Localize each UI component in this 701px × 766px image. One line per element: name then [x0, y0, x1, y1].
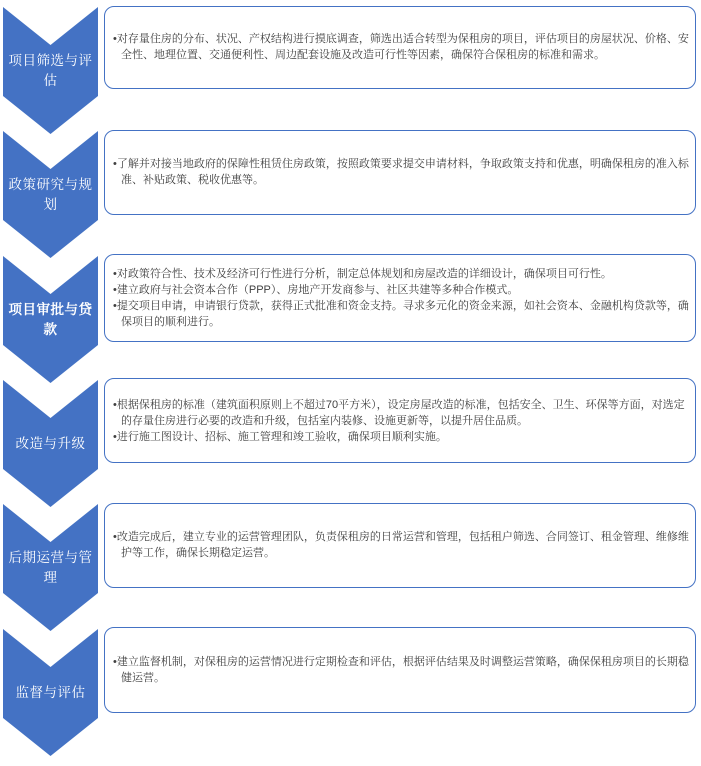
bullet-text: 建立政府与社会资本合作（PPP）、房地产开发商参与、社区共建等多种合作模式。: [116, 283, 519, 296]
stage-detail-box: [104, 503, 696, 588]
chevron-arrow-icon: [3, 504, 98, 631]
bullet-icon: •: [113, 32, 117, 45]
bullet-item: [113, 156, 689, 188]
bullet-item: [113, 397, 689, 429]
chevron-arrow-icon: [3, 629, 98, 756]
bullet-text: 根据保租房的标准（建筑面积原则上不超过70平方米），设定房屋改造的标准，包括安全、卫生、环保等方面，对选定的存量住房进行必要的改造和升级，包括室内装修、设施更新等，以提升居住品质。: [116, 398, 685, 427]
bullet-icon: •: [113, 655, 117, 668]
chevron-arrow-icon: [3, 131, 98, 258]
stage-detail-box: [104, 254, 696, 342]
bullet-text: 对存量住房的分布、状况、产权结构进行摸底调查，筛选出适合转型为保租房的项目，评估项目的房屋状况、价格、安全性、地理位置、交通便利性、周边配套设施及改造可行性等因素，确保符合保租房的标准和需求。: [116, 32, 689, 61]
stage-detail-box: [104, 627, 696, 713]
stage-label: 项目审批与贷款: [8, 301, 93, 337]
bullet-icon: •: [113, 430, 117, 443]
bullet-icon: •: [113, 283, 117, 296]
stage-label: 监督与评估: [15, 684, 86, 700]
bullet-text: 提交项目申请，申请银行贷款，获得正式批准和资金支持。寻求多元化的资金来源，如社会资本、金融机构贷款等，确保项目的顺利进行。: [116, 300, 689, 329]
bullet-item: [113, 654, 689, 686]
bullet-icon: •: [113, 158, 117, 171]
stage-detail-box: [104, 130, 696, 215]
stage-label: 政策研究与规划: [8, 177, 93, 213]
chevron-arrow-icon: [3, 380, 98, 507]
stage-label: 项目筛选与评估: [8, 53, 93, 88]
bullet-text: 改造完成后，建立专业的运营管理团队，负责保租房的日常运营和管理，包括租户筛选、合同签订、租金管理、维修维护等工作，确保长期稳定运营。: [116, 530, 689, 560]
bullet-item: [113, 31, 689, 63]
bullet-item: [113, 529, 689, 561]
stage-label: 改造与升级: [15, 435, 86, 451]
stage-detail-box: [104, 378, 696, 463]
bullet-text: 了解并对接当地政府的保障性租赁住房政策，按照政策要求提交申请材料，争取政策支持和优惠，明确保租房的准入标准、补贴政策、税收优惠等。: [116, 158, 689, 187]
chevron-arrow-icon: [3, 7, 98, 134]
bullet-item: [113, 266, 689, 282]
bullet-text: 进行施工图设计、招标、施工管理和竣工验收，确保项目顺利实施。: [116, 430, 447, 443]
bullet-icon: •: [113, 300, 117, 313]
bullet-item: [113, 429, 689, 445]
stage-label: 后期运营与管理: [8, 550, 93, 586]
bullet-text: 建立监督机制，对保租房的运营情况进行定期检查和评估，根据评估结果及时调整运营策略，确保保租房项目的长期稳健运营。: [116, 655, 689, 684]
bullet-icon: •: [113, 530, 117, 543]
bullet-item: [113, 282, 689, 298]
bullet-item: [113, 298, 689, 330]
bullet-icon: •: [113, 398, 117, 411]
bullet-text: 对政策符合性、技术及经济可行性进行分析，制定总体规划和房屋改造的详细设计，确保项目可行性。: [116, 267, 612, 280]
chevron-arrow-icon: [3, 256, 98, 383]
stage-detail-box: [104, 6, 696, 89]
bullet-icon: •: [113, 267, 117, 280]
